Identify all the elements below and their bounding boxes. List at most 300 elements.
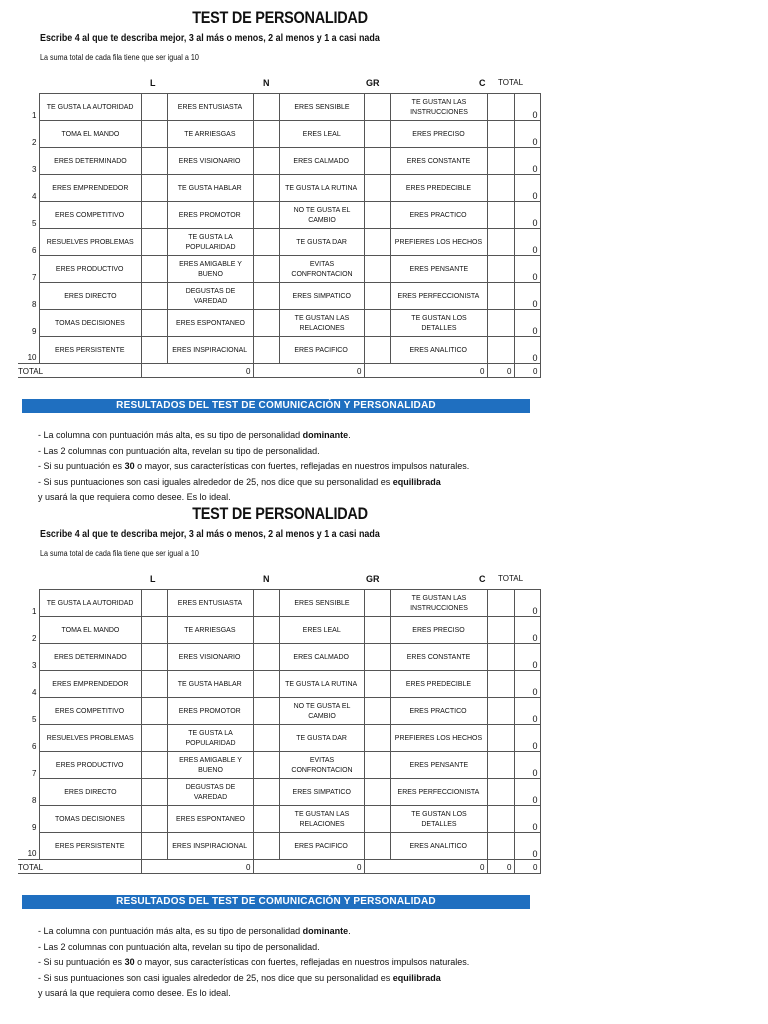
- score-input-c[interactable]: [487, 283, 514, 310]
- trait-c: [390, 671, 487, 698]
- trait-l: [39, 644, 141, 671]
- grand-total: 0: [514, 364, 540, 378]
- row-total: 0: [514, 121, 540, 148]
- score-input-l[interactable]: [141, 698, 167, 725]
- column-header-gr: GR: [366, 574, 380, 584]
- score-input-gr[interactable]: [364, 121, 390, 148]
- score-input-l[interactable]: [141, 202, 167, 229]
- trait-l-label: TOMAS DECISIONES: [55, 814, 125, 823]
- row-number: 8: [18, 779, 39, 806]
- row-total: 0: [514, 725, 540, 752]
- score-input-n[interactable]: [253, 256, 279, 283]
- row-number: 8: [18, 283, 39, 310]
- trait-gr-label: ERES CALMADO: [293, 652, 350, 661]
- trait-c-label: ERES PENSANTE: [409, 760, 468, 769]
- trait-c: [390, 644, 487, 671]
- score-input-n[interactable]: [253, 806, 279, 833]
- score-input-n[interactable]: [253, 148, 279, 175]
- trait-gr: [279, 310, 364, 337]
- trait-c: [390, 256, 487, 283]
- table-row: [18, 671, 540, 698]
- trait-c-label: ERES PREDECIBLE: [405, 679, 472, 688]
- trait-gr: [279, 833, 364, 860]
- trait-c-label: ERES PRACTICO: [409, 210, 468, 219]
- totals-row: [18, 364, 540, 378]
- table-row: [18, 175, 540, 202]
- score-input-gr[interactable]: [364, 337, 390, 364]
- trait-n: [167, 256, 253, 283]
- bullet-pre-text: - Si su puntuación es: [38, 461, 125, 471]
- trait-gr-label: ERES SIMPATICO: [292, 787, 351, 796]
- score-input-l[interactable]: [141, 833, 167, 860]
- score-input-c[interactable]: [487, 725, 514, 752]
- score-input-l[interactable]: [141, 725, 167, 752]
- trait-l: [39, 337, 141, 364]
- trait-gr: [279, 148, 364, 175]
- score-input-n[interactable]: [253, 337, 279, 364]
- column-header-gr: GR: [366, 78, 380, 88]
- instructions: Escribe 4 al que te describa mejor, 3 al más o menos, 2 al menos y 1 a casi nada: [40, 528, 380, 540]
- score-input-l[interactable]: [141, 121, 167, 148]
- score-input-n[interactable]: [253, 202, 279, 229]
- trait-n-label: DEGUSTAS DE VAREDAD: [185, 782, 235, 801]
- trait-c: [390, 310, 487, 337]
- row-total: 0: [514, 671, 540, 698]
- grand-total: 0: [514, 860, 540, 874]
- row-total: 0: [514, 644, 540, 671]
- bullet-pre-text: - Si su puntuación es: [38, 957, 125, 967]
- trait-c: [390, 725, 487, 752]
- trait-gr: [279, 806, 364, 833]
- trait-c: [390, 779, 487, 806]
- score-input-gr[interactable]: [364, 698, 390, 725]
- row-number: 1: [18, 94, 39, 121]
- row-number: 10: [18, 833, 39, 860]
- trait-l-label: ERES PRODUCTIVO: [56, 264, 124, 273]
- trait-c: [390, 202, 487, 229]
- trait-l-label: ERES DETERMINADO: [53, 652, 127, 661]
- row-number: 7: [18, 752, 39, 779]
- score-input-l[interactable]: [141, 337, 167, 364]
- results-banner: RESULTADOS DEL TEST DE COMUNICACIÓN Y PERSONALIDAD: [22, 399, 530, 413]
- trait-gr-label: TE GUSTAN LAS RELACIONES: [294, 809, 349, 828]
- score-input-l[interactable]: [141, 752, 167, 779]
- trait-c: [390, 806, 487, 833]
- trait-c-label: TE GUSTAN LAS INSTRUCCIONES: [409, 593, 468, 612]
- bullet-bold-text: 30: [124, 957, 135, 967]
- trait-l-label: ERES DIRECTO: [63, 787, 117, 796]
- trait-gr-label: NO TE GUSTA EL CAMBIO: [293, 701, 350, 720]
- result-bullet: [38, 444, 469, 460]
- score-input-l[interactable]: [141, 644, 167, 671]
- trait-l-label: RESUELVES PROBLEMAS: [46, 237, 134, 246]
- table-row: [18, 94, 540, 121]
- page-title: TEST DE PERSONALIDAD: [192, 504, 368, 523]
- score-input-l[interactable]: [141, 310, 167, 337]
- score-input-gr[interactable]: [364, 725, 390, 752]
- table-row: [18, 229, 540, 256]
- score-input-l[interactable]: [141, 256, 167, 283]
- row-total: 0: [514, 806, 540, 833]
- row-total: 0: [514, 148, 540, 175]
- score-input-l[interactable]: [141, 671, 167, 698]
- trait-n: [167, 644, 253, 671]
- row-total: 0: [514, 833, 540, 860]
- score-input-gr[interactable]: [364, 256, 390, 283]
- trait-gr: [279, 202, 364, 229]
- score-input-l[interactable]: [141, 283, 167, 310]
- score-input-l[interactable]: [141, 148, 167, 175]
- score-input-c[interactable]: [487, 175, 514, 202]
- trait-l: [39, 779, 141, 806]
- trait-l: [39, 725, 141, 752]
- score-input-c[interactable]: [487, 590, 514, 617]
- trait-l-label: ERES PERSISTENTE: [55, 841, 125, 850]
- trait-gr-label: ERES PACIFICO: [294, 345, 349, 354]
- score-input-c[interactable]: [487, 337, 514, 364]
- trait-gr: [279, 256, 364, 283]
- table-row: [18, 202, 540, 229]
- bullet-bold-text: dominante: [302, 926, 349, 936]
- row-total: 0: [514, 175, 540, 202]
- trait-l-label: ERES EMPRENDEDOR: [51, 679, 129, 688]
- score-input-n[interactable]: [253, 310, 279, 337]
- instructions: Escribe 4 al que te describa mejor, 3 al más o menos, 2 al menos y 1 a casi nada: [40, 32, 380, 44]
- trait-c-label: ERES PENSANTE: [409, 264, 468, 273]
- trait-n-label: DEGUSTAS DE VAREDAD: [185, 286, 235, 305]
- column-header-n: N: [263, 574, 270, 584]
- score-input-l[interactable]: [141, 590, 167, 617]
- bullet-pre-text: - Si sus puntuaciones son casi iguales alrededor de 25, nos dice que su personalidad es: [38, 476, 393, 487]
- score-input-c[interactable]: [487, 779, 514, 806]
- trait-l: [39, 310, 141, 337]
- trait-n: [167, 121, 253, 148]
- score-input-l[interactable]: [141, 806, 167, 833]
- table-row: [18, 590, 540, 617]
- row-total: 0: [514, 229, 540, 256]
- bullet-bold-text: 30: [124, 461, 135, 471]
- trait-l: [39, 806, 141, 833]
- trait-l-label: TOMA EL MANDO: [61, 625, 119, 634]
- trait-n: [167, 617, 253, 644]
- results-list: [38, 428, 469, 506]
- score-input-gr[interactable]: [364, 671, 390, 698]
- trait-gr-label: ERES LEAL: [302, 129, 341, 138]
- trait-l-label: TE GUSTA LA AUTORIDAD: [46, 102, 134, 111]
- row-number: 5: [18, 698, 39, 725]
- row-number: 9: [18, 806, 39, 833]
- trait-c: [390, 148, 487, 175]
- total-c: 0: [487, 364, 514, 378]
- result-bullet: [38, 971, 469, 987]
- trait-gr-label: ERES SENSIBLE: [293, 102, 350, 111]
- trait-l-label: ERES COMPETITIVO: [55, 210, 125, 219]
- bullet-pre-text: - Las 2 columnas con puntuación alta, revelan su tipo de personalidad.: [38, 445, 320, 456]
- total-n: 0: [253, 364, 364, 378]
- trait-c: [390, 121, 487, 148]
- trait-gr-label: ERES LEAL: [302, 625, 341, 634]
- trait-c-label: PREFIERES LOS HECHOS: [394, 733, 483, 742]
- trait-n-label: ERES INSPIRACIONAL: [172, 345, 248, 354]
- score-input-c[interactable]: [487, 833, 514, 860]
- score-input-n[interactable]: [253, 121, 279, 148]
- trait-n-label: ERES ENTUSIASTA: [177, 598, 243, 607]
- trait-n-label: ERES AMIGABLE Y BUENO: [178, 755, 242, 774]
- table-row: [18, 644, 540, 671]
- row-number: 4: [18, 671, 39, 698]
- total-l: 0: [141, 364, 253, 378]
- trait-n: [167, 202, 253, 229]
- trait-n: [167, 590, 253, 617]
- score-input-l[interactable]: [141, 94, 167, 121]
- score-input-gr[interactable]: [364, 175, 390, 202]
- score-input-n[interactable]: [253, 229, 279, 256]
- trait-c-label: ERES ANALITICO: [409, 345, 468, 354]
- trait-c: [390, 175, 487, 202]
- trait-gr-label: TE GUSTAN LAS RELACIONES: [294, 313, 349, 332]
- row-number: 9: [18, 310, 39, 337]
- column-header-c: C: [479, 574, 486, 584]
- row-number: 3: [18, 644, 39, 671]
- trait-n-label: ERES ESPONTANEO: [175, 814, 245, 823]
- trait-c-label: ERES PERFECCIONISTA: [397, 291, 480, 300]
- result-bullet: [38, 475, 469, 491]
- score-input-gr[interactable]: [364, 148, 390, 175]
- trait-gr-label: EVITAS CONFRONTACION: [290, 259, 353, 278]
- trait-c-label: TE GUSTAN LAS INSTRUCCIONES: [409, 97, 468, 116]
- trait-gr-label: NO TE GUSTA EL CAMBIO: [293, 205, 350, 224]
- score-input-c[interactable]: [487, 148, 514, 175]
- sum-note: La suma total de cada fila tiene que ser igual a 10: [40, 53, 199, 62]
- score-input-n[interactable]: [253, 590, 279, 617]
- trait-n-label: TE GUSTA LA POPULARIDAD: [184, 728, 236, 747]
- total-gr: 0: [364, 364, 487, 378]
- trait-gr-label: ERES PACIFICO: [294, 841, 349, 850]
- trait-n: [167, 779, 253, 806]
- row-total: 0: [514, 752, 540, 779]
- score-input-c[interactable]: [487, 644, 514, 671]
- score-input-l[interactable]: [141, 779, 167, 806]
- trait-gr: [279, 283, 364, 310]
- total-gr: 0: [364, 860, 487, 874]
- score-input-gr[interactable]: [364, 590, 390, 617]
- trait-l-label: ERES DIRECTO: [63, 291, 117, 300]
- row-total: 0: [514, 283, 540, 310]
- trait-gr: [279, 671, 364, 698]
- table-row: [18, 337, 540, 364]
- table-row: [18, 121, 540, 148]
- score-input-c[interactable]: [487, 310, 514, 337]
- score-input-c[interactable]: [487, 671, 514, 698]
- trait-gr-label: TE GUSTA DAR: [296, 733, 347, 742]
- score-input-gr[interactable]: [364, 779, 390, 806]
- score-input-gr[interactable]: [364, 202, 390, 229]
- trait-gr: [279, 617, 364, 644]
- column-header-l: L: [150, 574, 156, 584]
- score-input-gr[interactable]: [364, 833, 390, 860]
- trait-c-label: ERES PRACTICO: [409, 706, 468, 715]
- trait-gr-label: ERES SENSIBLE: [293, 598, 350, 607]
- trait-n: [167, 175, 253, 202]
- score-input-c[interactable]: [487, 617, 514, 644]
- trait-l: [39, 121, 141, 148]
- trait-l-label: ERES EMPRENDEDOR: [51, 183, 129, 192]
- trait-n-label: ERES INSPIRACIONAL: [172, 841, 248, 850]
- trait-n: [167, 752, 253, 779]
- bullet-post-text: .: [348, 926, 351, 936]
- score-input-n[interactable]: [253, 671, 279, 698]
- row-total: 0: [514, 256, 540, 283]
- score-input-gr[interactable]: [364, 310, 390, 337]
- results-list: [38, 924, 469, 1002]
- score-input-n[interactable]: [253, 644, 279, 671]
- trait-l: [39, 202, 141, 229]
- trait-n: [167, 310, 253, 337]
- trait-gr: [279, 121, 364, 148]
- trait-l: [39, 148, 141, 175]
- trait-n-label: ERES ENTUSIASTA: [177, 102, 243, 111]
- trait-n-label: TE GUSTA HABLAR: [178, 679, 242, 688]
- score-input-gr[interactable]: [364, 617, 390, 644]
- bullet-bold-text: dominante: [302, 430, 349, 440]
- trait-n-label: TE GUSTA LA POPULARIDAD: [184, 232, 236, 251]
- row-number: 5: [18, 202, 39, 229]
- result-bullet: [38, 955, 469, 971]
- trait-n-label: ERES PROMOTOR: [179, 210, 241, 219]
- score-input-c[interactable]: [487, 806, 514, 833]
- trait-gr: [279, 175, 364, 202]
- trait-gr-label: ERES CALMADO: [293, 156, 350, 165]
- bullet-pre-text: - La columna con puntuación más alta, es su tipo de personalidad: [38, 430, 303, 440]
- table-row: [18, 752, 540, 779]
- row-number: 2: [18, 121, 39, 148]
- row-number: 1: [18, 590, 39, 617]
- trait-c: [390, 617, 487, 644]
- trait-l: [39, 283, 141, 310]
- trait-c-label: TE GUSTAN LOS DETALLES: [410, 313, 467, 332]
- score-input-n[interactable]: [253, 283, 279, 310]
- trait-n: [167, 833, 253, 860]
- column-header-total: TOTAL: [498, 78, 524, 87]
- trait-l-label: ERES DETERMINADO: [53, 156, 127, 165]
- trait-n: [167, 337, 253, 364]
- score-input-l[interactable]: [141, 617, 167, 644]
- table-row: [18, 283, 540, 310]
- trait-l: [39, 833, 141, 860]
- score-input-n[interactable]: [253, 779, 279, 806]
- row-total: 0: [514, 698, 540, 725]
- trait-gr-label: TE GUSTA DAR: [296, 237, 347, 246]
- trait-n: [167, 229, 253, 256]
- trait-gr: [279, 94, 364, 121]
- trait-c: [390, 833, 487, 860]
- score-input-gr[interactable]: [364, 752, 390, 779]
- score-input-c[interactable]: [487, 94, 514, 121]
- column-header-n: N: [263, 78, 270, 88]
- table-row: [18, 779, 540, 806]
- trait-c: [390, 337, 487, 364]
- row-number: 6: [18, 725, 39, 752]
- score-input-n[interactable]: [253, 725, 279, 752]
- trait-c-label: ERES ANALITICO: [409, 841, 468, 850]
- score-input-n[interactable]: [253, 698, 279, 725]
- table-row: [18, 148, 540, 175]
- score-input-n[interactable]: [253, 833, 279, 860]
- score-input-c[interactable]: [487, 202, 514, 229]
- trait-n: [167, 698, 253, 725]
- score-input-c[interactable]: [487, 698, 514, 725]
- trait-n: [167, 94, 253, 121]
- score-input-gr[interactable]: [364, 94, 390, 121]
- result-bullet: [38, 459, 469, 475]
- trait-gr-label: EVITAS CONFRONTACION: [290, 755, 353, 774]
- column-header-total: TOTAL: [498, 574, 524, 583]
- trait-l: [39, 175, 141, 202]
- row-total: 0: [514, 779, 540, 806]
- bullet-pre-text: y usará la que requiera como desee. Es lo ideal.: [38, 492, 231, 502]
- result-bullet: [38, 924, 469, 940]
- page-title: TEST DE PERSONALIDAD: [192, 8, 368, 27]
- trait-l-label: ERES PRODUCTIVO: [56, 760, 124, 769]
- trait-n: [167, 671, 253, 698]
- trait-gr: [279, 229, 364, 256]
- trait-l: [39, 229, 141, 256]
- row-number: 4: [18, 175, 39, 202]
- bullet-bold-text: equilibrada: [392, 972, 441, 983]
- score-input-l[interactable]: [141, 229, 167, 256]
- result-bullet: [38, 986, 469, 1002]
- trait-gr: [279, 698, 364, 725]
- row-total: 0: [514, 617, 540, 644]
- score-input-gr[interactable]: [364, 229, 390, 256]
- score-input-n[interactable]: [253, 175, 279, 202]
- trait-c-label: ERES CONSTANTE: [406, 156, 471, 165]
- trait-l: [39, 752, 141, 779]
- score-input-c[interactable]: [487, 752, 514, 779]
- row-number: 10: [18, 337, 39, 364]
- totals-label: TOTAL: [18, 364, 141, 378]
- score-input-gr[interactable]: [364, 644, 390, 671]
- trait-n-label: ERES VISIONARIO: [179, 652, 241, 661]
- bullet-post-text: o mayor, sus características con fuertes, reflejadas en nuestros impulsos naturales.: [134, 957, 470, 967]
- total-l: 0: [141, 860, 253, 874]
- trait-l: [39, 698, 141, 725]
- row-number: 3: [18, 148, 39, 175]
- score-input-n[interactable]: [253, 617, 279, 644]
- score-input-c[interactable]: [487, 121, 514, 148]
- trait-l: [39, 671, 141, 698]
- score-input-c[interactable]: [487, 229, 514, 256]
- total-c: 0: [487, 860, 514, 874]
- score-input-gr[interactable]: [364, 806, 390, 833]
- trait-c: [390, 698, 487, 725]
- score-input-n[interactable]: [253, 752, 279, 779]
- trait-gr: [279, 752, 364, 779]
- result-bullet: [38, 428, 469, 444]
- score-input-l[interactable]: [141, 175, 167, 202]
- trait-n-label: ERES AMIGABLE Y BUENO: [178, 259, 242, 278]
- trait-n-label: TE GUSTA HABLAR: [178, 183, 242, 192]
- trait-n-label: TE ARRIESGAS: [184, 129, 236, 138]
- score-input-n[interactable]: [253, 94, 279, 121]
- personality-table: [18, 589, 541, 874]
- bullet-bold-text: equilibrada: [392, 476, 441, 487]
- trait-l: [39, 617, 141, 644]
- score-input-gr[interactable]: [364, 283, 390, 310]
- bullet-pre-text: - Las 2 columnas con puntuación alta, revelan su tipo de personalidad.: [38, 941, 320, 952]
- trait-gr-label: TE GUSTA LA RUTINA: [285, 183, 358, 192]
- score-input-c[interactable]: [487, 256, 514, 283]
